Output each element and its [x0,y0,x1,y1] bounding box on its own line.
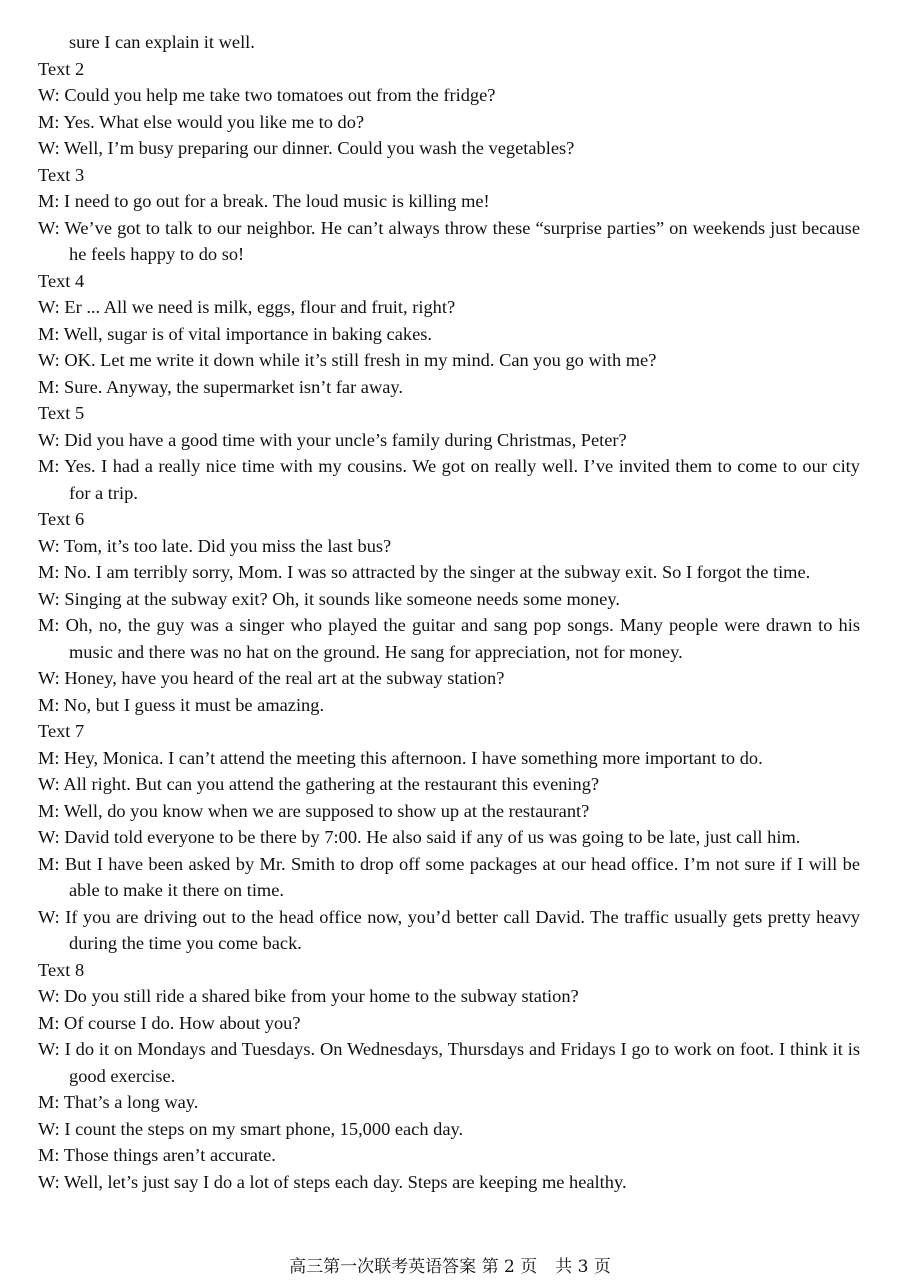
dialogue-line: M: Sure. Anyway, the supermarket isn’t far away. [38,376,403,397]
dialogue-line: M: That’s a long way. [38,1092,199,1112]
section-heading: Text 5 [38,403,85,423]
dialogue-line: W: Singing at the subway exit? Oh, it sounds like someone needs some money. [38,588,620,609]
footer-total-pages: 共 3 页 [555,1257,611,1277]
dialogue-line: W: Could you help me take two tomatoes out from the fridge? [38,85,496,105]
section-heading: Text 3 [38,164,85,185]
page-footer [0,1256,900,1278]
dialogue-line: W: If you are driving out to the head office now, you’d better call David. The traffic usually gets pretty heavy during the time you come back. [38,906,860,953]
dialogue-line: W: Well, let’s just say I do a lot of steps each day. Steps are keeping me healthy. [38,1171,627,1192]
dialogue-line: M: Well, sugar is of vital importance in baking cakes. [38,323,432,344]
dialogue-line: M: Those things aren’t accurate. [38,1145,276,1165]
dialogue-line: M: Yes. I had a really nice time with my cousins. We got on really well. I’ve invited them to come to our city for a trip. [38,456,860,503]
dialogue-line: M: Hey, Monica. I can’t attend the meeting this afternoon. I have something more important to do. [38,747,763,768]
carry-over-line: sure I can explain it well. [69,32,255,52]
dialogue-line: W: Did you have a good time with your uncle’s family during Christmas, Peter? [38,429,627,450]
section-heading: Text 7 [38,721,85,741]
dialogue-line: W: All right. But can you attend the gathering at the restaurant this evening? [38,774,600,794]
dialogue-line: W: Well, I’m busy preparing our dinner. Could you wash the vegetables? [38,138,575,158]
dialogue-line: W: I do it on Mondays and Tuesdays. On Wednesdays, Thursdays and Fridays I go to work on foot. I think it is good exercise. [38,1039,860,1086]
dialogue-line: M: But I have been asked by Mr. Smith to drop off some packages at our head office. I’m not sure if I will be able to make it there on time. [38,853,860,900]
dialogue-line: M: Oh, no, the guy was a singer who played the guitar and sang pop songs. Many people were drawn to his music and there was no hat on the ground. He sang for appreciation, not for money. [38,615,860,662]
dialogue-line: M: Well, do you know when we are supposed to show up at the restaurant? [38,800,590,821]
dialogue-line: M: No, but I guess it must be amazing. [38,694,325,715]
dialogue-line: W: Do you still ride a shared bike from your home to the subway station? [38,986,579,1006]
section-heading: Text 2 [38,58,85,79]
section-heading: Text 8 [38,959,85,980]
dialogue-line: W: Er ... All we need is milk, eggs, flour and fruit, right? [38,297,456,317]
transcript-body [38,29,860,1195]
dialogue-line: W: OK. Let me write it down while it’s still fresh in my mind. Can you go with me? [38,350,657,370]
dialogue-line: W: David told everyone to be there by 7:00. He also said if any of us was going to be late, just call him. [38,827,801,847]
dialogue-line: M: No. I am terribly sorry, Mom. I was so attracted by the singer at the subway exit. So I forgot the time. [38,562,811,582]
section-heading: Text 6 [38,509,85,529]
dialogue-line: M: Of course I do. How about you? [38,1012,301,1033]
dialogue-line: W: Tom, it’s too late. Did you miss the last bus? [38,535,392,556]
dialogue-line: W: Honey, have you heard of the real art at the subway station? [38,668,505,688]
dialogue-line: W: We’ve got to talk to our neighbor. He can’t always throw these “surprise parties” on weekends just because he feels happy to do so! [38,217,860,264]
dialogue-line: W: I count the steps on my smart phone, 15,000 each day. [38,1118,464,1139]
dialogue-line: M: I need to go out for a break. The loud music is killing me! [38,191,490,211]
section-heading: Text 4 [38,270,85,291]
footer-page-label: 高三第一次联考英语答案 第 2 页 [289,1257,538,1277]
dialogue-line: M: Yes. What else would you like me to do? [38,111,365,132]
